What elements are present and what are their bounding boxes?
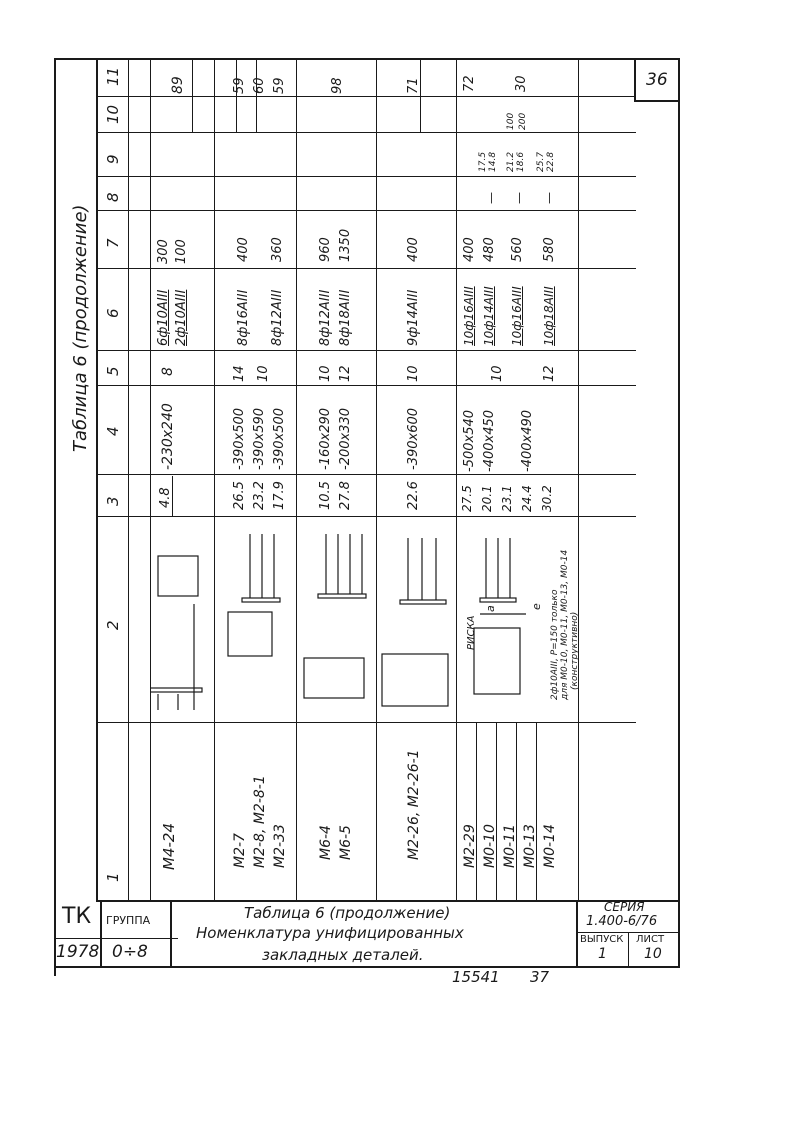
cell-col7: 960 bbox=[318, 237, 333, 262]
cell-col7: 100 bbox=[174, 239, 189, 264]
table-title: Таблица 6 (продолжение) bbox=[70, 204, 91, 452]
note-line-1: 2ф10АIII, Р=150 только bbox=[550, 589, 560, 700]
frame-right bbox=[678, 58, 680, 968]
cell-col4: -230х240 bbox=[160, 403, 176, 470]
col-number-11: 11 bbox=[104, 66, 122, 86]
note-label-e: е bbox=[530, 603, 543, 610]
embedded-detail-drawing bbox=[378, 528, 456, 718]
cell-col3: 26.5 bbox=[232, 481, 247, 510]
frame-left bbox=[54, 58, 56, 976]
cell-col4: -390х500 bbox=[272, 407, 287, 470]
cell-col9: 18.6 bbox=[516, 151, 526, 172]
stamp-org: ТК bbox=[62, 904, 92, 929]
cell-col6: 8ф16АIII bbox=[236, 289, 251, 346]
col-number-7: 7 bbox=[104, 238, 122, 248]
cell-col11: 71 bbox=[406, 77, 421, 94]
col-number-3: 3 bbox=[104, 496, 122, 506]
cell-col7: 560 bbox=[510, 237, 525, 262]
stamp-title-line2: Номенклатура унифицированных bbox=[196, 924, 464, 942]
cell-col5: 10 bbox=[256, 365, 271, 382]
cell-col4: -390х500 bbox=[232, 407, 247, 470]
mark: М2-7 bbox=[232, 833, 248, 868]
cell-col3: 30.2 bbox=[540, 485, 554, 512]
cell-col4: -400х490 bbox=[520, 409, 535, 472]
cell-col11: 72 bbox=[462, 75, 477, 92]
cell-col5: 10 bbox=[490, 365, 505, 382]
cell-col5: 10 bbox=[318, 365, 333, 382]
note-label-a: а bbox=[484, 605, 497, 612]
cell-col3: 10.5 bbox=[318, 481, 333, 510]
cell-col4: -500х540 bbox=[462, 409, 477, 472]
col-number-1: 1 bbox=[104, 872, 122, 882]
mark: М2-29 bbox=[462, 824, 478, 868]
stamp-series-label: СЕРИЯ bbox=[604, 900, 645, 914]
cell-col4: -390х600 bbox=[406, 407, 421, 470]
cell-col3: 24.4 bbox=[520, 485, 534, 512]
cell-col9: 22.8 bbox=[546, 151, 556, 172]
col-number-9: 9 bbox=[104, 154, 122, 164]
cell-col7: 580 bbox=[542, 237, 557, 262]
mark: М2-26, М2-26-1 bbox=[406, 749, 422, 860]
cell-col4: -160х290 bbox=[318, 407, 333, 470]
mark: М2-33 bbox=[272, 824, 288, 868]
embedded-detail-drawing bbox=[216, 528, 296, 718]
col-number-8: 8 bbox=[104, 192, 122, 202]
stamp-title-line1: Таблица 6 (продолжение) bbox=[244, 904, 451, 922]
cell-col11: 30 bbox=[514, 75, 529, 92]
stamp-series-value: 1.400-6/76 bbox=[586, 914, 658, 929]
cell-col11: 59 bbox=[232, 77, 247, 94]
mark: М6-4 bbox=[318, 825, 334, 860]
cell-col7: 480 bbox=[482, 237, 497, 262]
cell-col11: 89 bbox=[170, 76, 186, 94]
cell-col3: 4.8 bbox=[158, 487, 173, 508]
stamp-issue-label: ВЫПУСК bbox=[580, 934, 624, 945]
stamp-issue-value: 1 bbox=[598, 946, 607, 962]
stamp-title-line3: закладных деталей. bbox=[262, 946, 424, 964]
stamp-sheet-label: ЛИСТ bbox=[636, 934, 665, 945]
cell-col7: 360 bbox=[270, 237, 285, 262]
cell-col11: 59 bbox=[272, 77, 287, 94]
cell-col8: — bbox=[542, 192, 556, 204]
cell-col5: 8 bbox=[160, 367, 176, 376]
cell-col5: 14 bbox=[232, 365, 247, 382]
sheet-number: 36 bbox=[646, 70, 668, 90]
cell-col6: 10ф16АIII bbox=[462, 286, 476, 346]
cell-col6: 10ф16АIII bbox=[510, 286, 524, 346]
mark: М6-5 bbox=[338, 825, 354, 860]
stamp-group-value: 0÷8 bbox=[112, 942, 148, 962]
cell-col5: 10 bbox=[406, 365, 421, 382]
col-number-6: 6 bbox=[104, 308, 122, 318]
stamp-year: 1978 bbox=[56, 942, 100, 962]
cell-col8: — bbox=[484, 192, 498, 204]
cell-col3: 27.5 bbox=[460, 485, 474, 512]
cell-col3: 17.9 bbox=[272, 481, 287, 510]
cell-col6: 6ф10АIII bbox=[156, 289, 171, 346]
cell-col3: 23.1 bbox=[500, 485, 514, 512]
cell-col7: 400 bbox=[236, 237, 251, 262]
mark: М0-10 bbox=[482, 824, 498, 868]
note-label-riska: РИСКА bbox=[466, 615, 477, 650]
mark: М4-24 bbox=[160, 823, 178, 870]
cell-col3: 20.1 bbox=[480, 485, 494, 512]
cell-col9: 25.7 bbox=[536, 151, 546, 172]
title-strip-divider bbox=[96, 58, 98, 902]
cell-col8: — bbox=[512, 192, 526, 204]
col-number-4: 4 bbox=[104, 426, 122, 436]
doc-number: 15541 bbox=[452, 968, 500, 986]
cell-col6: 10ф14АIII bbox=[482, 286, 496, 346]
col-number-5: 5 bbox=[104, 366, 122, 376]
embedded-detail-drawing bbox=[150, 528, 214, 718]
cell-col3: 23.2 bbox=[252, 481, 267, 510]
stamp-sheet-value: 10 bbox=[644, 946, 662, 962]
col-number-2: 2 bbox=[104, 620, 122, 630]
cell-col9: 17.5 bbox=[478, 151, 488, 172]
cell-col6: 10ф18АIII bbox=[542, 286, 556, 346]
cell-col7: 1350 bbox=[338, 228, 353, 262]
mark: М0-11 bbox=[502, 824, 518, 868]
col-number-10: 10 bbox=[104, 104, 122, 124]
cell-col10: 100 bbox=[506, 112, 516, 130]
cell-col5: 12 bbox=[542, 365, 557, 382]
cell-col9: 14.8 bbox=[488, 151, 498, 172]
cell-col4: -390х590 bbox=[252, 407, 267, 470]
stamp-group-label: ГРУППА bbox=[106, 914, 151, 927]
frame-top bbox=[54, 58, 680, 60]
cell-col10: 200 bbox=[518, 112, 528, 130]
cell-col6: 8ф12АIII bbox=[270, 289, 285, 346]
cell-col6: 9ф14АIII bbox=[406, 289, 421, 346]
mark: М0-13 bbox=[522, 824, 538, 868]
mark: М0-14 bbox=[542, 824, 558, 868]
cell-col6: 2ф10АIII bbox=[174, 289, 189, 346]
cell-col7: 300 bbox=[156, 239, 171, 264]
cell-col7: 400 bbox=[462, 237, 477, 262]
cell-col5: 12 bbox=[338, 365, 353, 382]
note-line-3: (конструктивно) bbox=[570, 611, 580, 690]
page-number: 37 bbox=[530, 968, 550, 986]
mark: М2-8, М2-8-1 bbox=[252, 775, 268, 868]
cell-col4: -400х450 bbox=[482, 409, 497, 472]
cell-col6: 8ф18АIII bbox=[338, 289, 353, 346]
note-line-2: для М0-10, М0-11, М0-13, М0-14 bbox=[560, 549, 570, 700]
cell-col3: 22.6 bbox=[406, 481, 421, 510]
cell-col7: 400 bbox=[406, 237, 421, 262]
cell-col11: 98 bbox=[330, 77, 345, 94]
cell-col6: 8ф12АIII bbox=[318, 289, 333, 346]
cell-col4: -200х330 bbox=[338, 407, 353, 470]
cell-col3: 27.8 bbox=[338, 481, 353, 510]
cell-col11: 60 bbox=[252, 77, 267, 94]
embedded-detail-drawing bbox=[298, 528, 376, 718]
cell-col9: 21.2 bbox=[506, 151, 516, 172]
